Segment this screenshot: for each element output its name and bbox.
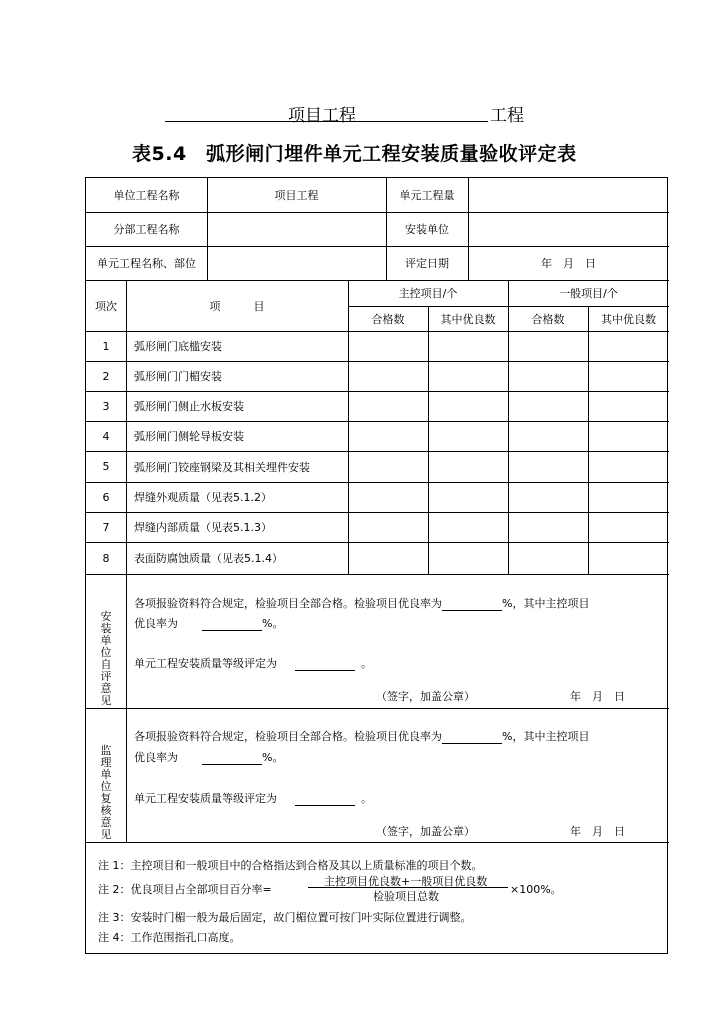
- install-line3-a: 单元工程安装质量等级评定为: [134, 657, 277, 670]
- install-line2-b: %。: [262, 617, 284, 630]
- row-no: 7: [102, 520, 110, 534]
- sub-project-name-value[interactable]: [207, 212, 386, 246]
- eval-date-label: 评定日期: [405, 257, 449, 270]
- note-2-label: 注 2：优良项目占全部项目百分率=: [98, 883, 272, 896]
- note-2-numerator: 主控项目优良数+一般项目优良数: [324, 875, 488, 888]
- col-general-group: 一般项目/个: [559, 287, 618, 300]
- row-no: 6: [102, 490, 110, 504]
- note-1: 注 1：主控项目和一般项目中的合格指达到合格及其以上质量标准的项目个数。: [98, 859, 483, 872]
- project-suffix: 工程: [490, 106, 524, 126]
- supervise-opinion-line2: [134, 749, 283, 765]
- install-grade-blank[interactable]: [295, 658, 355, 671]
- note-3: 注 3：安装时门楣一般为最后固定，故门楣位置可按门叶实际位置进行调整。: [98, 911, 472, 924]
- col-main-excellent: 其中优良数: [440, 312, 496, 326]
- supervise-line2-b: %。: [262, 751, 284, 764]
- row-item: 弧形闸门门楣安装: [134, 370, 222, 383]
- sub-project-name-label: 分部工程名称: [113, 223, 180, 236]
- install-line3-b: 。: [361, 657, 372, 670]
- unit-quantity-value[interactable]: [468, 178, 669, 212]
- evaluation-table: [85, 177, 668, 954]
- col-main-group: 主控项目/个: [398, 287, 458, 300]
- install-line2-a: 优良率为: [134, 617, 178, 630]
- install-line1-b: %，其中主控项目: [502, 597, 590, 610]
- install-opinion-line3: [134, 655, 372, 671]
- row-no: 8: [102, 551, 110, 565]
- row-no: 2: [102, 369, 110, 383]
- row-item: 弧形闸门侧轮导板安装: [134, 430, 244, 443]
- install-unit-value[interactable]: [468, 212, 669, 246]
- install-opinion-label: 安装单位自评意见: [100, 610, 112, 707]
- supervise-line3-b: 。: [361, 792, 372, 805]
- note-2-denominator: 检验项目总数: [373, 890, 439, 903]
- eval-date-value: 年 月 日: [541, 257, 596, 270]
- install-opinion-line1: [134, 595, 589, 611]
- supervise-date: 年 月 日: [570, 825, 625, 838]
- project-name: 项目工程: [288, 106, 356, 126]
- supervise-grade-blank[interactable]: [295, 793, 355, 806]
- install-line1-a: 各项报验资料符合规定，检验项目全部合格。检验项目优良率为: [134, 597, 442, 610]
- unit-project-name-value: 项目工程: [274, 189, 319, 202]
- install-date: 年 月 日: [570, 690, 625, 703]
- col-main-pass: 合格数: [371, 312, 405, 326]
- col-general-excellent: 其中优良数: [601, 312, 656, 326]
- supervise-opinion-line1: [134, 728, 589, 744]
- install-opinion-line2: [134, 615, 283, 631]
- unit-project-part-label: 单元工程名称、部位: [97, 257, 196, 270]
- supervise-opinion-label: 监理单位复核意见: [100, 744, 112, 841]
- supervise-excellent-rate-blank[interactable]: [442, 731, 502, 744]
- unit-project-part-value[interactable]: [207, 246, 386, 280]
- row-no: 3: [102, 399, 110, 413]
- row-no: 1: [102, 339, 110, 353]
- install-excellent-rate-blank[interactable]: [442, 598, 502, 611]
- col-general-pass: 合格数: [531, 312, 565, 326]
- table-title: 表5.4 弧形闸门埋件单元工程安装质量验收评定表: [132, 143, 577, 165]
- supervise-line3-a: 单元工程安装质量等级评定为: [134, 792, 277, 805]
- col-item: 项 目: [209, 299, 265, 313]
- row-item: 弧形闸门底槛安装: [134, 340, 222, 353]
- supervise-line2-a: 优良率为: [134, 751, 178, 764]
- row-item: 弧形闸门侧止水板安装: [134, 400, 244, 413]
- row-item: 焊缝外观质量（见表5.1.2）: [134, 491, 272, 504]
- supervise-line1-b: %，其中主控项目: [502, 730, 590, 743]
- row-item: 表面防腐蚀质量（见表5.1.4）: [134, 552, 283, 565]
- install-main-rate-blank[interactable]: [202, 618, 262, 631]
- supervise-opinion-line3: [134, 790, 372, 806]
- note-2-suffix: ×100%。: [510, 883, 562, 896]
- install-unit-label: 安装单位: [405, 223, 449, 236]
- note-4: 注 4：工作范围指孔口高度。: [98, 931, 241, 944]
- row-item: 弧形闸门铰座钢梁及其相关埋件安装: [134, 460, 310, 474]
- supervise-main-rate-blank[interactable]: [202, 752, 262, 765]
- unit-project-name-label: 单位工程名称: [113, 189, 180, 202]
- supervise-sign: （签字，加盖公章）: [376, 825, 475, 838]
- row-item: 焊缝内部质量（见表5.1.3）: [134, 521, 272, 534]
- row-no: 5: [102, 460, 110, 473]
- col-item-no: 项次: [95, 299, 117, 313]
- row-no: 4: [102, 429, 110, 443]
- unit-quantity-label: 单元工程量: [399, 189, 455, 202]
- supervise-line1-a: 各项报验资料符合规定，检验项目全部合格。检验项目优良率为: [134, 730, 442, 743]
- install-sign: （签字，加盖公章）: [376, 690, 475, 703]
